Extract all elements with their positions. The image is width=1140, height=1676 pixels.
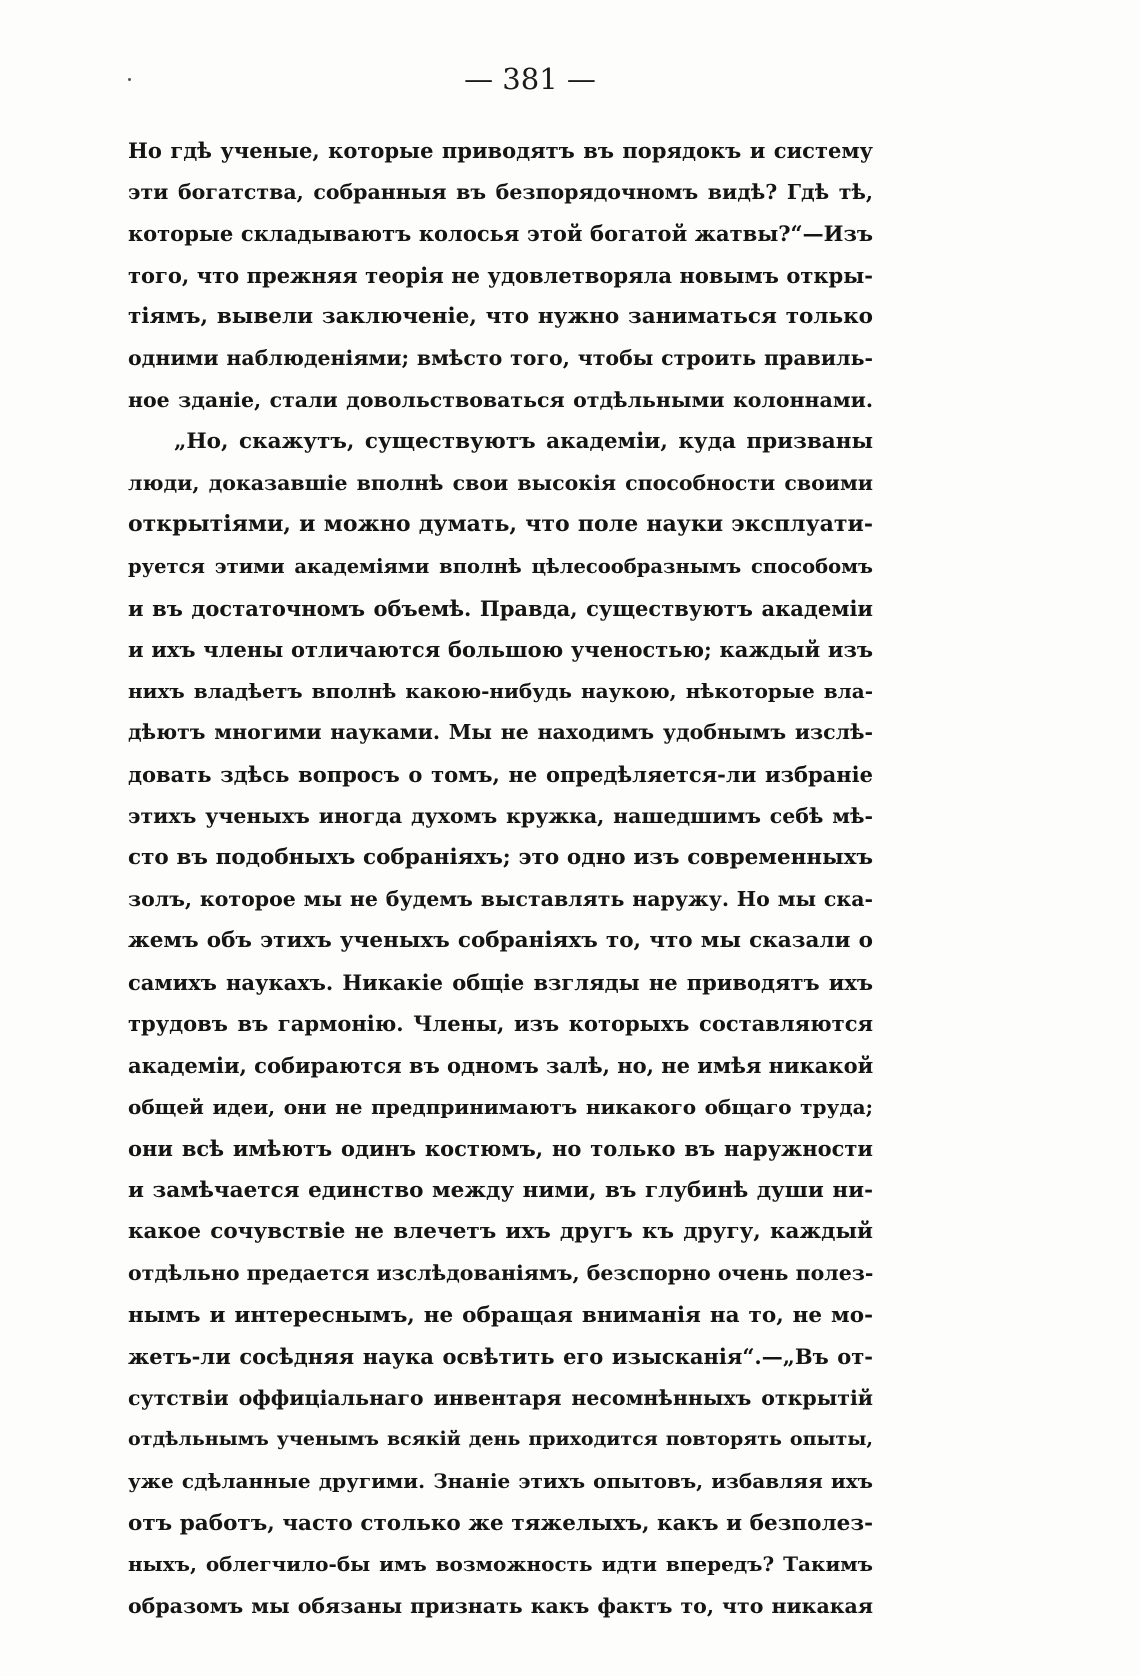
text-line: академіи, собираются въ одномъ залѣ, но, не имѣя никакой: [128, 1053, 874, 1079]
text-line: и ихъ члены отличаются большою ученостью; каждый изъ: [128, 637, 873, 663]
text-line: которые складываютъ колосья этой богатой жатвы?“—Изъ: [128, 221, 873, 247]
text-line: сутствіи оффиціальнаго инвентаря несомнѣнныхъ открытій: [128, 1385, 873, 1410]
text-line: какое сочувствіе не влечетъ ихъ другъ къ другу, каждый: [128, 1219, 873, 1245]
text-line: одними наблюденіями; вмѣсто того, чтобы строить правиль-: [128, 345, 873, 370]
text-line: ныхъ, облегчило-бы имъ возможность идти впередъ? Такимъ: [128, 1552, 873, 1577]
text-line: дѣютъ многими науками. Мы не находимъ удобнымъ изслѣ-: [128, 720, 873, 745]
text-line: и въ достаточномъ объемѣ. Правда, существуютъ академіи: [128, 595, 873, 621]
text-line: они всѣ имѣютъ одинъ костюмъ, но только въ наружности: [128, 1136, 873, 1162]
text-line: открытіями, и можно думать, что поле науки эксплуати-: [128, 511, 873, 538]
text-line: ное зданіе, стали довольствоваться отдѣльными колоннами.: [128, 387, 873, 412]
text-line: отдѣльно предается изслѣдованіямъ, безспорно очень полез-: [128, 1261, 874, 1286]
text-line: жемъ объ этихъ ученыхъ собраніяхъ то, что мы сказали о: [128, 928, 873, 954]
text-line: Но гдѣ ученые, которые приводятъ въ порядокъ и систему: [128, 138, 873, 163]
page-number: — 381 —: [464, 62, 596, 96]
text-line: тіямъ, вывели заключеніе, что нужно заниматься только: [128, 304, 873, 330]
body-text: [128, 130, 873, 1627]
text-line: руется этими академіями вполнѣ цѣлесообразнымъ способомъ: [128, 554, 873, 578]
text-line: того, что прежняя теорія не удовлетворяла новымъ откры-: [128, 262, 873, 288]
text-line: самихъ наукахъ. Никакіе общіе взгляды не приводятъ ихъ: [128, 969, 873, 995]
text-line: эти богатства, собранныя въ безпорядочномъ видѣ? Гдѣ тѣ,: [128, 179, 873, 204]
text-line: нихъ владѣетъ вполнѣ какою-нибудь наукою, нѣкоторые вла-: [128, 678, 873, 703]
text-line: жетъ-ли сосѣдняя наука освѣтить его изысканія“.—„Въ от-: [128, 1344, 873, 1370]
text-line: сто въ подобныхъ собраніяхъ; это одно изъ современныхъ: [128, 845, 873, 871]
text-line: довать здѣсь вопросъ о томъ, не опредѣляется-ли избраніе: [128, 761, 873, 787]
text-line: „Но, скажутъ, существуютъ академіи, куда призваны: [174, 429, 873, 455]
text-line: этихъ ученыхъ иногда духомъ кружка, нашедшимъ себѣ мѣ-: [128, 803, 873, 828]
text-line: общей идеи, они не предпринимаютъ никакого общаго труда;: [128, 1094, 873, 1119]
text-line: уже сдѣланные другими. Знаніе этихъ опытовъ, избавляя ихъ: [128, 1469, 873, 1493]
text-line: и замѣчается единство между ними, въ глубинѣ души ни-: [128, 1177, 873, 1203]
text-line: трудовъ въ гармонію. Члены, изъ которыхъ составляются: [128, 1011, 873, 1037]
text-line: образомъ мы обязаны признать какъ фактъ то, что никакая: [128, 1593, 873, 1618]
text-line: отдѣльнымъ ученымъ всякій день приходится повторять опыты,: [128, 1428, 873, 1451]
text-line: нымъ и интереснымъ, не обращая вниманія на то, не мо-: [128, 1302, 873, 1328]
text-line: золъ, которое мы не будемъ выставлять наружу. Но мы ска-: [128, 886, 873, 911]
text-line: отъ работъ, часто столько же тяжелыхъ, какъ и безполез-: [128, 1510, 873, 1536]
text-line: люди, доказавшіе вполнѣ свои высокія способности своими: [128, 470, 873, 495]
